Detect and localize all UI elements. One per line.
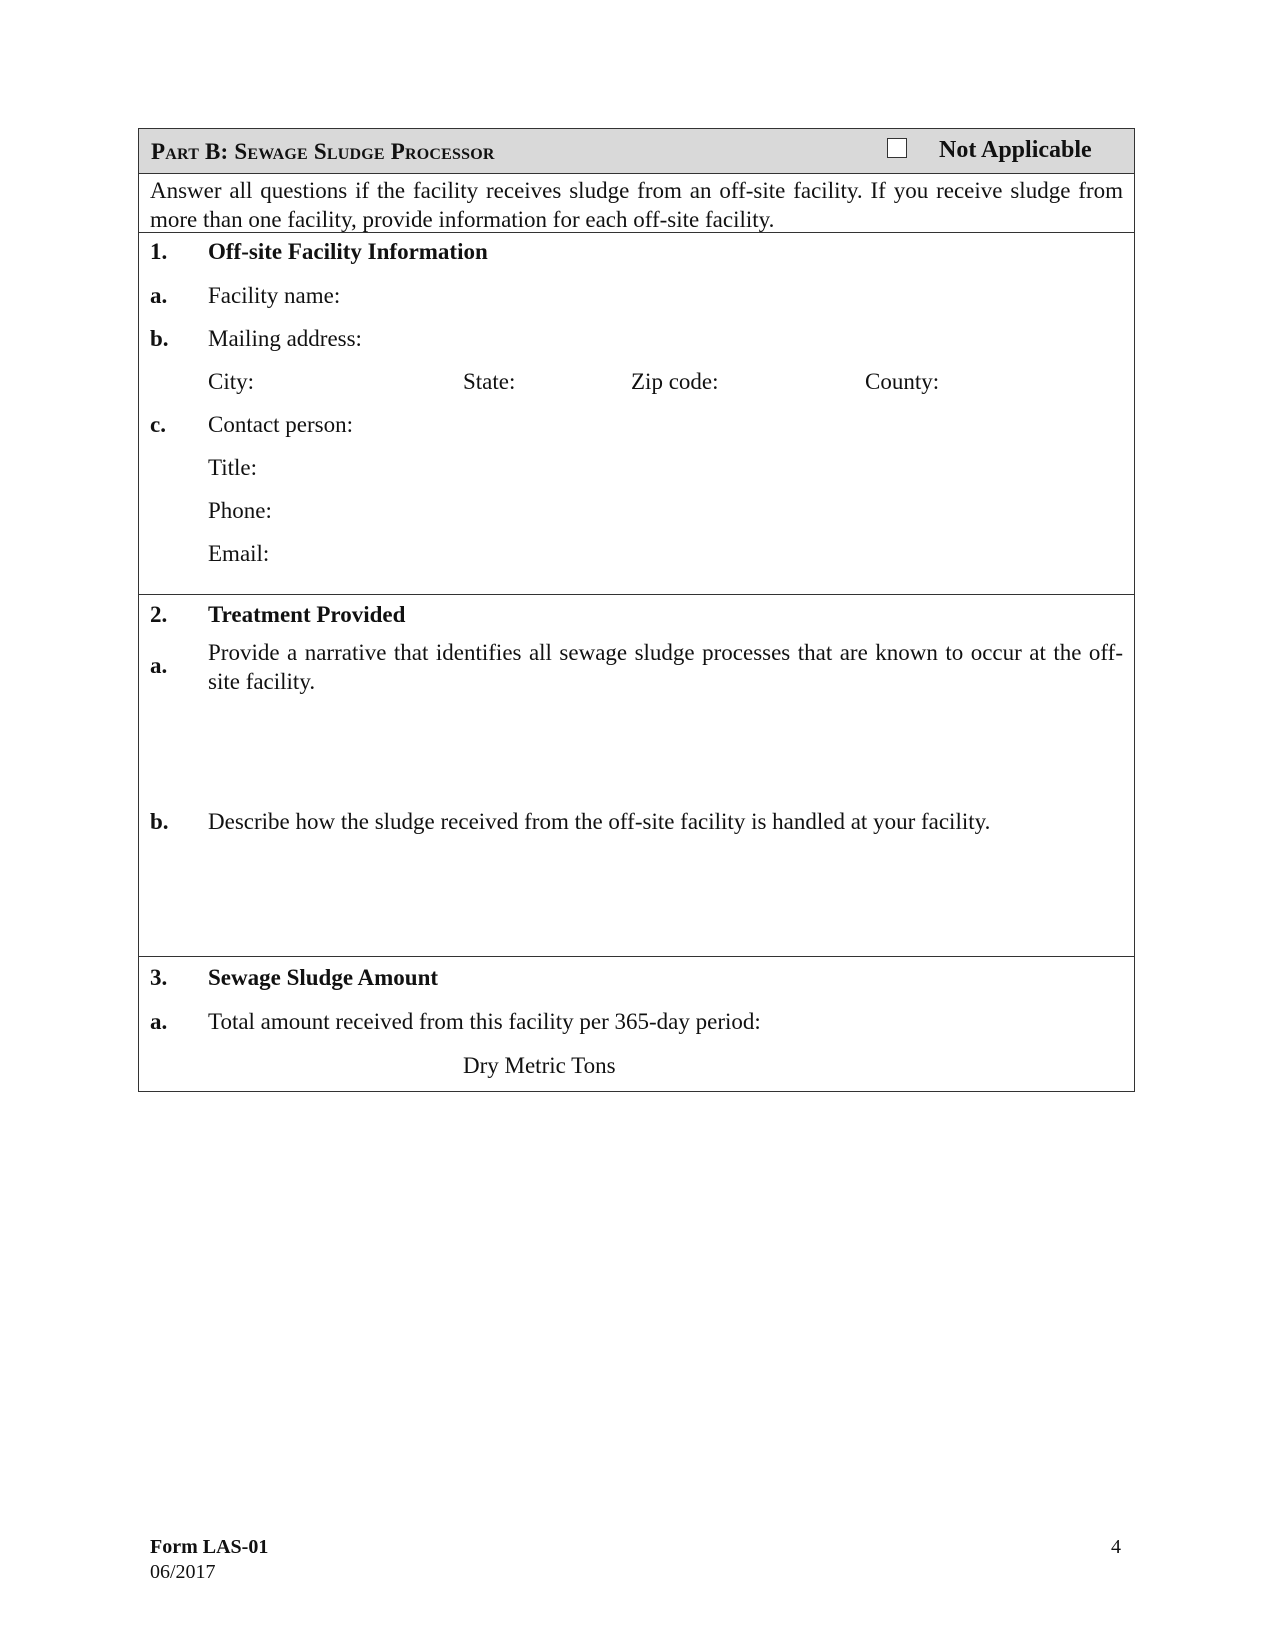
not-applicable-label: Not Applicable: [939, 137, 1092, 163]
dry-metric-tons-label: Dry Metric Tons: [463, 1053, 616, 1078]
item-letter: b.: [150, 809, 169, 834]
section-number: 3.: [150, 965, 168, 990]
not-applicable-checkbox[interactable]: [887, 138, 907, 158]
item-letter: a.: [150, 283, 168, 308]
item-letter: a.: [150, 1009, 168, 1034]
county-label: County:: [865, 369, 940, 394]
part-b-header: [139, 129, 1134, 174]
section-treatment-provided: [139, 595, 1134, 957]
footer-date: 06/2017: [150, 1561, 216, 1583]
facility-name-label: Facility name:: [208, 283, 341, 308]
item-letter: c.: [150, 412, 166, 437]
intro-text: Answer all questions if the facility receives sludge from an off-site facility. If you receive sludge from more than one facility, provide information for each off-site facility.: [139, 174, 1134, 233]
part-b-form-table: [138, 128, 1135, 1092]
item-letter: a.: [150, 653, 168, 678]
email-label: Email:: [208, 541, 270, 566]
item-letter: b.: [150, 326, 169, 351]
section-title: Sewage Sludge Amount: [208, 965, 439, 990]
part-title: Part B: Sewage Sludge Processor: [151, 139, 495, 164]
section-title: Off-site Facility Information: [208, 239, 488, 264]
state-label: State:: [463, 369, 516, 394]
city-label: City:: [208, 369, 255, 394]
section-offsite-facility-information: [139, 233, 1134, 595]
title-label: Title:: [208, 455, 258, 480]
phone-label: Phone:: [208, 498, 272, 523]
contact-person-label: Contact person:: [208, 412, 353, 437]
section-sewage-sludge-amount: [139, 957, 1134, 1091]
handling-instruction: Describe how the sludge received from the off-site facility is handled at your facility.: [208, 809, 991, 834]
footer-form-name: Form LAS-01: [150, 1536, 269, 1558]
section-number: 1.: [150, 239, 168, 264]
section-title: Treatment Provided: [208, 602, 406, 627]
zip-code-label: Zip code:: [631, 369, 719, 394]
narrative-instruction: Provide a narrative that identifies all sewage sludge processes that are known to occur at the off-site facility.: [208, 640, 1123, 694]
total-amount-label: Total amount received from this facility per 365-day period:: [208, 1009, 761, 1034]
section-number: 2.: [150, 602, 168, 627]
page-number: 4: [1111, 1536, 1121, 1558]
mailing-address-label: Mailing address:: [208, 326, 362, 351]
